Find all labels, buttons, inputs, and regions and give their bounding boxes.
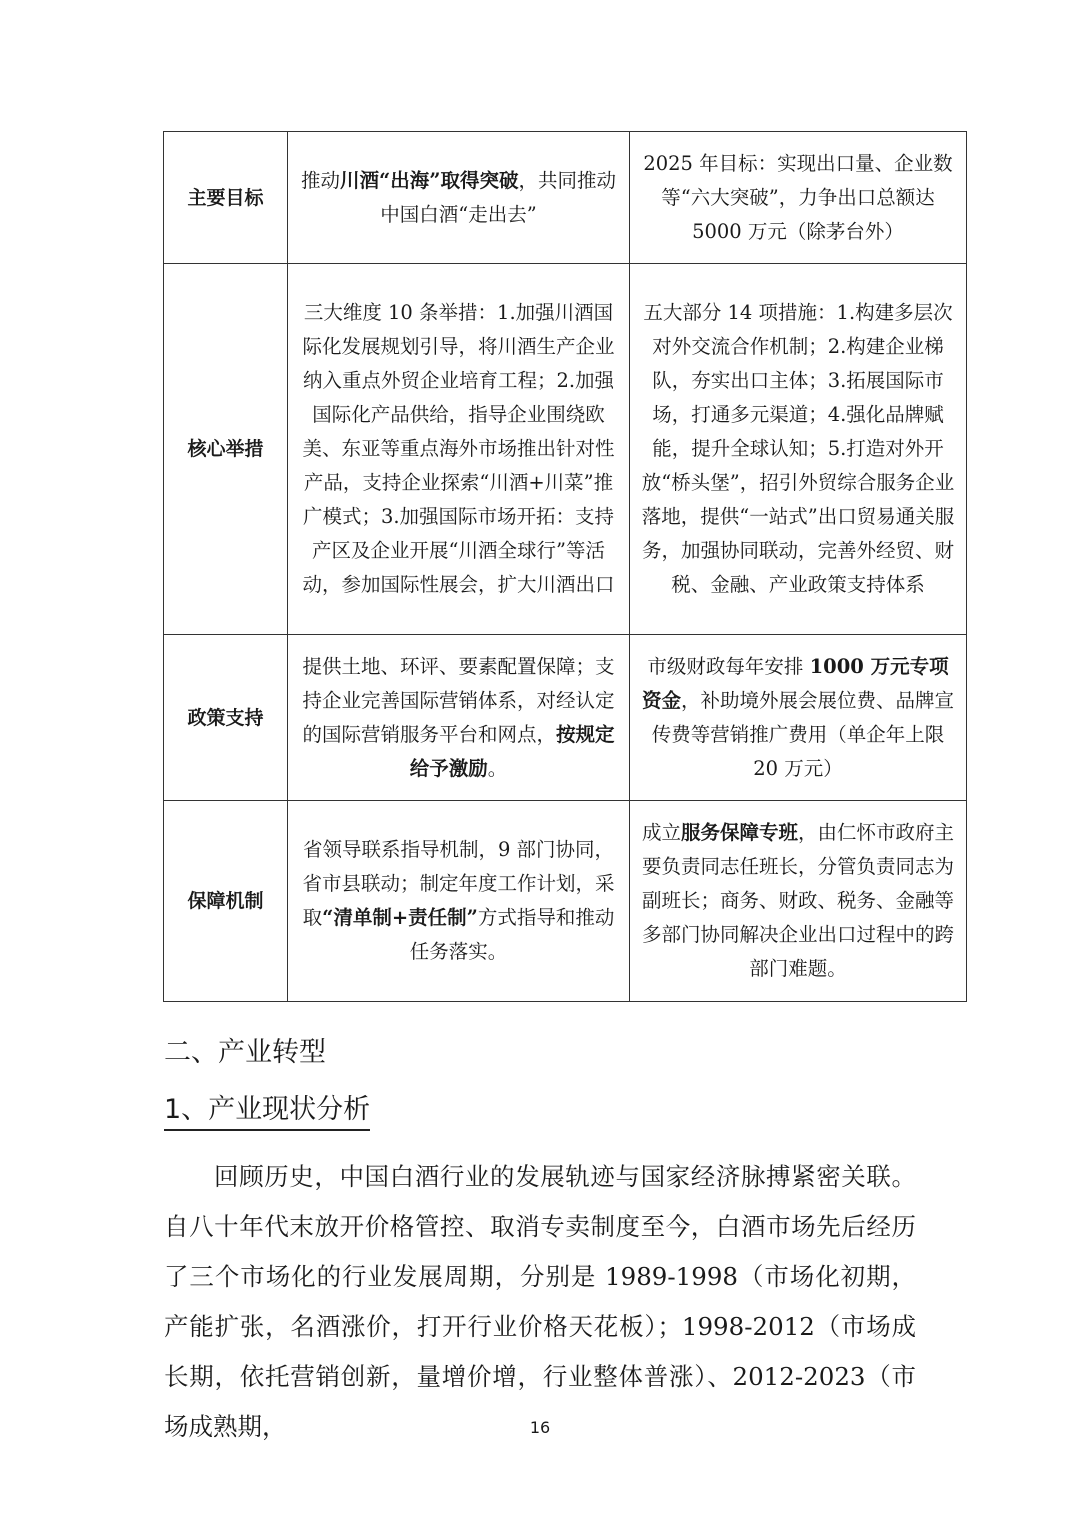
text-run: 。: [487, 756, 508, 780]
section-heading: 二、产业转型: [164, 1037, 326, 1068]
text-run: 提供土地、环评、要素配置保障；支持企业完善国际营销体系，对经认定的国际营销服务平台和网点，: [302, 654, 615, 746]
body-paragraph: 回顾历史，中国白酒行业的发展轨迹与国家经济脉搏紧密关联。自八十年代末放开价格管控、取消专卖制度至今，白酒市场先后经历了三个市场化的行业发展周期，分别是 1989-1998（市场化初期，产能扩张，名酒涨价，打开行业价格天花板）；1998-2012（市场成长期，依托营销创新，量增价增，行业整体普涨）、2012-2023（市场成熟期，: [164, 1162, 916, 1441]
text-run: 五大部分 14 项措施：1.构建多层次对外交流合作机制；2.构建企业梯队，夯实出口主体；3.拓展国际市场，打通多元渠道；4.强化品牌赋能，提升全球认知；5.打造对外开放“桥头堡”，招引外贸综合服务企业落地，提供“一站式”出口贸易通关服务，加强协同联动，完善外经贸、财税、金融、产业政策支持体系: [641, 301, 955, 596]
cell-col1: [288, 801, 630, 1002]
text-run: ，共同推动中国白酒“走出去”: [380, 168, 616, 226]
table-row: [164, 635, 967, 801]
cell-col1: [288, 635, 630, 801]
cell-col2: [630, 801, 967, 1002]
row-label: 核心举措: [164, 264, 288, 635]
text-run: 三大维度 10 条举措：1.加强川酒国际化发展规划引导，将川酒生产企业纳入重点外贸企业培育工程；2.加强国际化产品供给，指导企业围绕欧美、东亚等重点海外市场推出针对性产品，支持企业探索“川酒+川菜”推广模式；3.加强国际市场开拓：支持产区及企业开展“川酒全球行”等活动，参加国际性展会，扩大川酒出口: [302, 301, 615, 596]
text-run: ，补助境外展会展位费、品牌宣传费等营销推广费用（单企年上限 20 万元）: [651, 688, 955, 780]
cell-col1: [288, 264, 630, 635]
text-run: 2025 年目标：实现出口量、企业数等“六大突破”，力争出口总额达 5000 万元（除茅台外）: [643, 151, 953, 243]
bold-text-run: “清单制+责任制”: [322, 906, 478, 929]
subsection-heading: 1、产业现状分析: [164, 1093, 370, 1131]
cell-col2: [630, 635, 967, 801]
text-run: 省领导联系指导机制，9 部门协同，省市县联动；制定年度工作计划，采取: [302, 838, 615, 929]
text-run: ，由仁怀市政府主要负责同志任班长，分管负责同志为副班长；商务、财政、税务、金融等多部门协同解决企业出口过程中的跨部门难题。: [641, 821, 955, 980]
cell-col1: [288, 132, 630, 264]
row-label: 主要目标: [164, 132, 288, 264]
text-run: 市级财政每年安排: [647, 654, 810, 678]
cell-col2: [630, 264, 967, 635]
bold-text-run: 1000 万元专项资金: [641, 654, 949, 712]
bold-text-run: 川酒“出海”取得突破: [340, 168, 519, 192]
row-label: 政策支持: [164, 635, 288, 801]
policy-comparison-table: [163, 131, 967, 1002]
text-run: 成立: [641, 821, 681, 844]
table-row: [164, 801, 967, 1002]
row-label: 保障机制: [164, 801, 288, 1002]
table-row: [164, 132, 967, 264]
text-run: 方式指导和推动任务落实。: [409, 906, 615, 963]
bold-text-run: 按规定给予激励: [409, 722, 615, 780]
table-row: [164, 264, 967, 635]
text-run: 推动: [301, 168, 341, 192]
page-number: 16: [529, 1418, 551, 1437]
cell-col2: [630, 132, 967, 264]
bold-text-run: 服务保障专班: [680, 821, 798, 844]
